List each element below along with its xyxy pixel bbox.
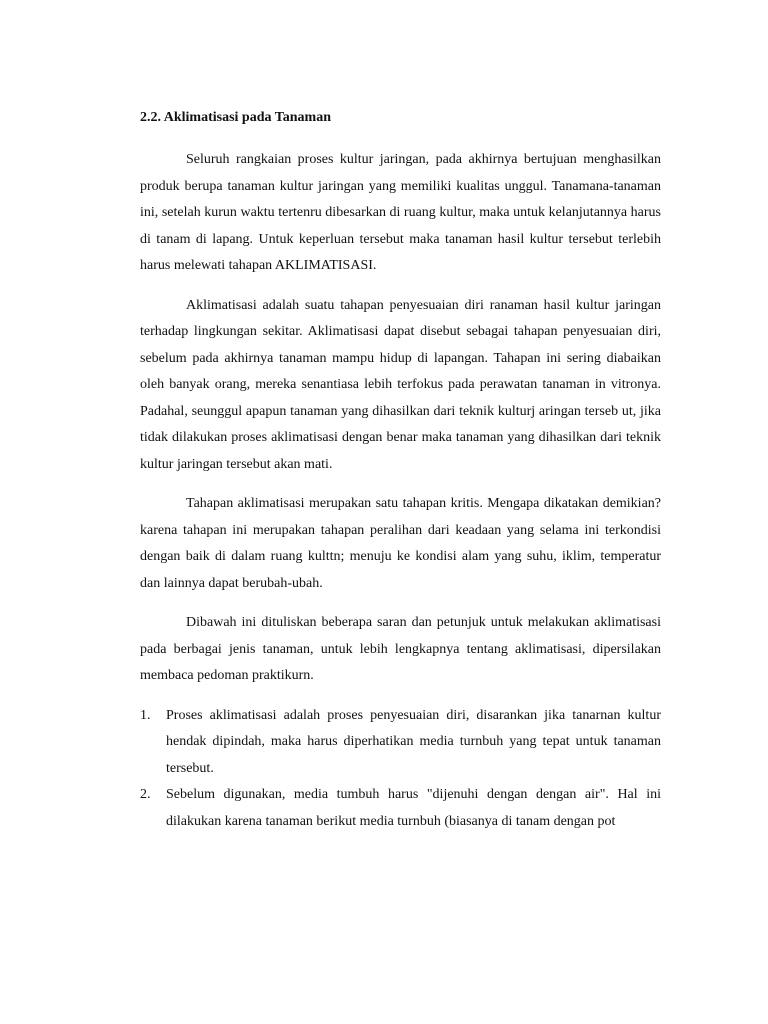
list-number-1: 1. — [140, 707, 151, 723]
numbered-list — [140, 703, 661, 836]
paragraph-2: Aklimatisasi adalah suatu tahapan penyesuaian diri ranaman hasil kultur jaringan terhadap lingkungan sekitar. Aklimatisasi dapat disebut sebagai tahapan penyesuaian diri, sebelum pada akhirnya tanaman mampu hidup di lapangan. Tahapan ini sering diabaikan oleh banyak orang, mereka senantiasa lebih terfokus pada perawatan tanaman in vitronya. Padahal, seunggul apapun tanaman yang dihasilkan dari teknik kulturj aringan terseb ut, jika tidak dilakukan proses aklimatisasi dengan benar maka tanaman yang dihasilkan dari teknik kultur jaringan tersebut akan mati. — [140, 297, 661, 472]
section-heading: 2.2. Aklimatisasi pada Tanaman — [140, 110, 332, 125]
paragraph-1: Seluruh rangkaian proses kultur jaringan, pada akhirnya bertujuan menghasilkan produk berupa tanaman kultur jaringan yang memiliki kualitas unggul. Tanamana-tanaman ini, setelah kurun waktu tertenru dibesarkan di ruang kultur, maka untuk kelanjutannya harus di tanam di lapang. Untuk keperluan tersebut maka tanaman hasil kultur tersebut terlebih harus melewati tahapan AKLIMATISASI. — [140, 152, 661, 273]
document-page — [140, 108, 661, 835]
list-text-2: Sebelum digunakan, media tumbuh harus "dijenuhi dengan dengan air". Hal ini dilakukan karena tanaman berikut media turnbuh (biasanya di tanam dengan pot — [166, 787, 661, 829]
list-item-2 — [140, 782, 661, 835]
paragraph-3: Tahapan aklimatisasi merupakan satu tahapan kritis. Mengapa dikatakan demikian? karena tahapan ini merupakan tahapan peralihan dari keadaan yang selama ini terkondisi dengan baik di dalam ruang kulttn; menuju ke kondisi alam yang suhu, iklim, temperatur dan lainnya dapat berubah-ubah. — [140, 496, 661, 591]
list-item-1 — [140, 703, 661, 783]
paragraph-4: Dibawah ini dituliskan beberapa saran dan petunjuk untuk melakukan aklimatisasi pada berbagai jenis tanaman, untuk lebih lengkapnya tentang aklimatisasi, dipersilakan membaca pedoman praktikurn. — [140, 615, 661, 683]
list-text-1: Proses aklimatisasi adalah proses penyesuaian diri, disarankan jika tanarnan kultur hendak dipindah, maka harus diperhatikan media turnbuh yang tepat untuk tanaman tersebut. — [166, 707, 661, 776]
list-number-2: 2. — [140, 787, 151, 802]
